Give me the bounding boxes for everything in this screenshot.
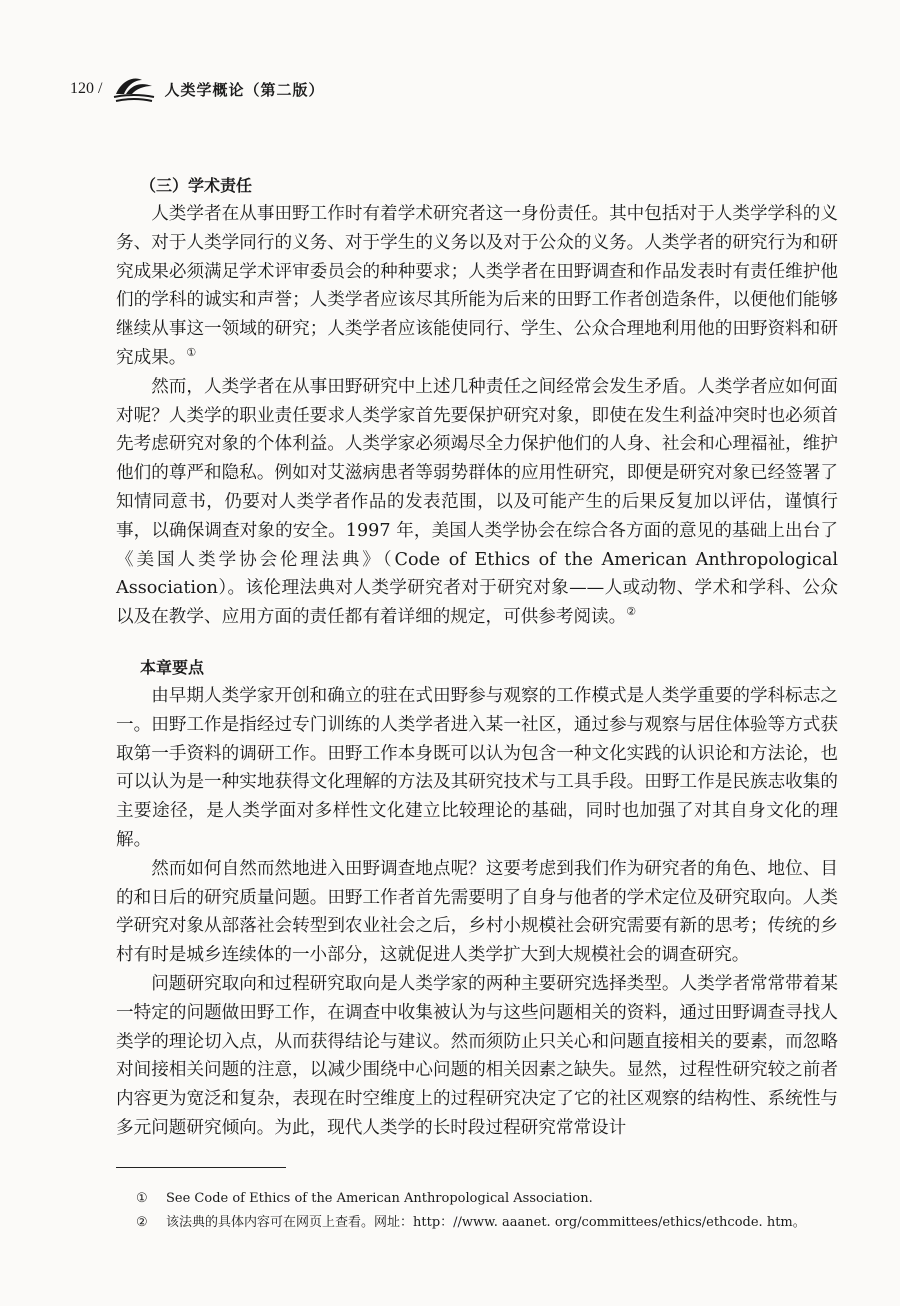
footnote [136, 1211, 846, 1235]
page-number: 120 / [70, 80, 103, 97]
footnotes [136, 1187, 846, 1235]
footnote-ref[interactable]: ② [626, 605, 637, 619]
footnote-mark: ① [136, 1191, 148, 1206]
paragraph: 然而，人类学者在从事田野研究中上述几种责任之间经常会发生矛盾。人类学者应如何面对呢？人类学的职业责任要求人类学家首先要保护研究对象，即使在发生利益冲突时也必须首先考虑研究对象的个体利益。人类学家必须竭尽全力保护他们的人身、社会和心理福祉，维护他们的尊严和隐私。例如对艾滋病患者等弱势群体的应用性研究，即便是研究对象已经签署了知情同意书，仍要对人类学者作品的发表范围，以及可能产生的后果反复加以评估，谨慎行事，以确保调查对象的安全。1997 年，美国人类学协会在综合各方面的意见的基础上出台了《美国人类学协会伦理法典》（Code of Ethics of the American Anthropological Association）。该伦理法典对人类学研究者对于研究对象——人或动物、学术和学科、公众以及在教学、应用方面的责任都有着详细的规定，可供参考阅读。② [116, 376, 838, 628]
publisher-logo-icon [112, 74, 156, 104]
book-title: 人类学概论（第二版） [164, 80, 325, 99]
section-heading: （三）学术责任 [140, 176, 253, 195]
paragraph: 问题研究取向和过程研究取向是人类学家的两种主要研究选择类型。人类学者常常带着某一特定的问题做田野工作，在调查中收集被认为与这些问题相关的资料，通过田野调查寻找人类学的理论切入点，从而获得结论与建议。然而须防止只关心和问题直接相关的要素，而忽略对间接相关问题的注意，以减少围绕中心问题的相关因素之缺失。显然，过程性研究较之前者内容更为宽泛和复杂，表现在时空维度上的过程研究决定了它的社区观察的结构性、系统性与多元问题研究倾向。为此，现代人类学的长时段过程研究常常设计 [116, 973, 838, 1138]
footnote-mark: ② [136, 1215, 148, 1230]
running-header [70, 74, 324, 104]
main-text [116, 172, 838, 1143]
paragraph: 由早期人类学家开创和确立的驻在式田野参与观察的工作模式是人类学重要的学科标志之一。田野工作是指经过专门训练的人类学者进入某一社区，通过参与观察与居住体验等方式获取第一手资料的调研工作。田野工作本身既可以认为包含一种文化实践的认识论和方法论，也可以认为是一种实地获得文化理解的方法及其研究技术与工具手段。田野工作是民族志收集的主要途径，是人类学面对多样性文化建立比较理论的基础，同时也加强了对其自身文化的理解。 [116, 685, 838, 850]
footnote [136, 1187, 846, 1211]
footnote-ref[interactable]: ① [186, 346, 197, 360]
paragraph: 然而如何自然而然地进入田野调查地点呢？这要考虑到我们作为研究者的角色、地位、目的和日后的研究质量问题。田野工作者首先需要明了自身与他者的学术定位及研究取向。人类学研究对象从部落社会转型到农业社会之后，乡村小规模社会研究需要有新的思考；传统的乡村有时是城乡连续体的一小部分，这就促进人类学扩大到大规模社会的调查研究。 [116, 858, 838, 966]
footnote-text: 该法典的具体内容可在网页上查看。网址：http：//www. aaanet. org/committees/ethics/ethcode. htm。 [166, 1215, 806, 1230]
paragraph: 人类学者在从事田野工作时有着学术研究者这一身份责任。其中包括对于人类学学科的义务、对于人类学同行的义务、对于学生的义务以及对于公众的义务。人类学者的研究行为和研究成果必须满足学术评审委员会的种种要求；人类学者在田野调查和作品发表时有责任维护他们的学科的诚实和声誉；人类学者应该尽其所能为后来的田野工作者创造条件，以便他们能够继续从事这一领域的研究；人类学者应该能使同行、学生、公众合理地利用他的田野资料和研究成果。① [116, 204, 838, 368]
footnote-divider [116, 1167, 286, 1168]
footnote-text: See Code of Ethics of the American Anthropological Association. [166, 1191, 593, 1206]
summary-heading: 本章要点 [140, 657, 205, 677]
